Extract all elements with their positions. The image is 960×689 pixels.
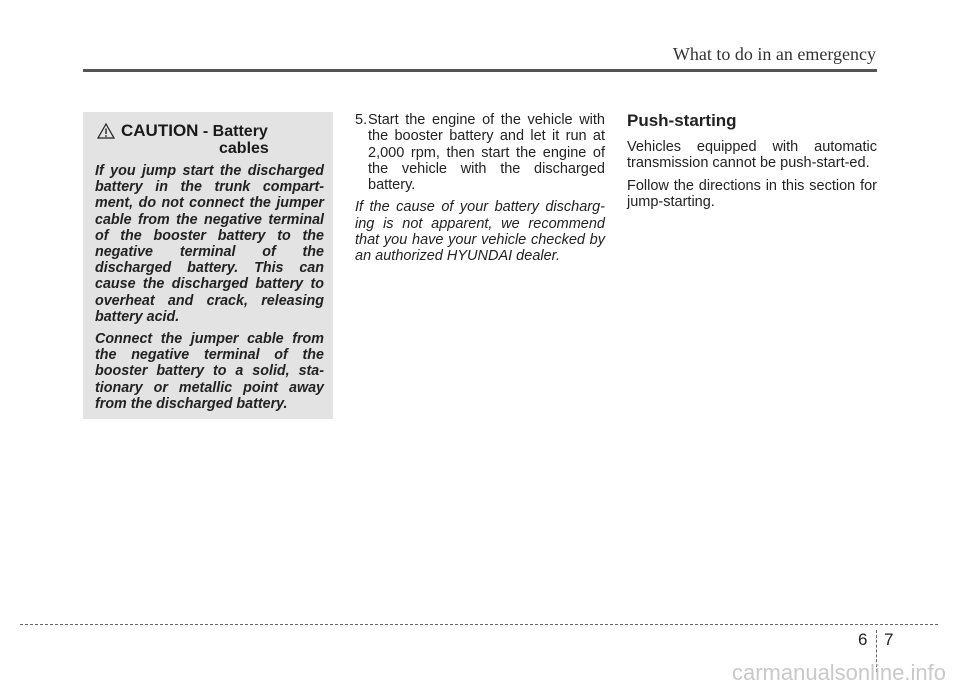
step-5 xyxy=(355,112,605,193)
caution-header xyxy=(95,122,324,157)
push-starting-paragraph-2: Follow the directions in this section for jump-starting. xyxy=(627,177,877,210)
page-number: 7 xyxy=(884,630,894,649)
warning-triangle-icon xyxy=(97,123,115,139)
caution-title xyxy=(121,122,269,157)
section-title: What to do in an emergency xyxy=(672,44,876,64)
caution-label: CAUTION xyxy=(121,121,199,140)
caution-box xyxy=(83,112,333,419)
step-number: 5. xyxy=(355,112,368,128)
step-text: Start the engine of the vehicle with the booster battery and let it run at 2,000 rpm, then start the engine of the vehicle with the discharged battery. xyxy=(368,112,605,194)
push-starting-heading: Push-starting xyxy=(627,111,737,130)
push-starting-paragraph-1: Vehicles equipped with automatic transmission cannot be push-start-ed. xyxy=(627,139,877,172)
caution-subject-line2: cables xyxy=(219,140,269,157)
chapter-number: 6 xyxy=(858,630,868,649)
push-starting-column xyxy=(627,112,877,216)
steps-column xyxy=(355,112,605,265)
header-rule xyxy=(83,69,877,72)
footer-rule xyxy=(20,624,938,625)
caution-paragraph-2: Connect the jumper cable from the negative terminal of the booster battery to a solid, sta-tionary or metallic point away from the discharged battery. xyxy=(95,331,324,412)
dealer-note: If the cause of your battery discharg-ing is not apparent, we recommend that you have your vehicle checked by an authorized HYUNDAI dealer. xyxy=(355,199,605,265)
watermark: carmanualsonline.info xyxy=(731,660,946,685)
caution-paragraph-1: If you jump start the discharged battery in the trunk compart-ment, do not connect the jumper cable from the negative terminal of the booster battery to the negative terminal of the discharged battery. This can cause the discharged battery to overheat and crack, releasing battery acid. xyxy=(95,163,324,325)
caution-subject-line1: - Battery xyxy=(202,123,268,140)
